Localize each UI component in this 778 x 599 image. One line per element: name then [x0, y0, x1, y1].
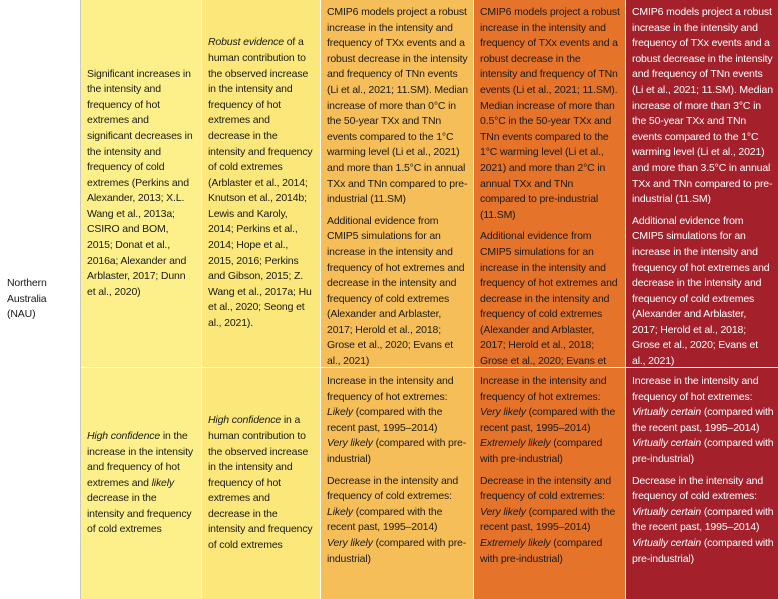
- row2-attribution-cell: [202, 367, 321, 599]
- row1-observed-cell: [81, 0, 202, 367]
- row2-confidence-cell-1: [321, 367, 474, 599]
- hot-extremes-intro: Increase in the intensity and frequency of hot extremes:: [632, 375, 759, 403]
- additional-evidence-text: Additional evidence from CMIP5 simulations for an increase in the intensity and frequency of hot extremes and decrease in the intensity and frequency of cold extremes (Alexander and Arblaster, 2017; Herold et al., 2018; Grose et al., 2020; Evans et al., 2021): [327, 214, 465, 367]
- cold-recent-statement: Likely (compared with the recent past, 1995–2014): [327, 505, 443, 534]
- projection-text: CMIP6 models project a robust increase in the intensity and frequency of TXx events and a robust decrease in the intensity and frequency of TNn events (Li et al., 2021; 11.SM). Median increase of more than 0°C in the 50-year TXx and TNn events compared to the 1°C warming level (Li et al., 2021) and more than 1.5°C in annual TXx and TNn compared to pre-industrial (11.SM): [327, 6, 468, 206]
- cold-recent-statement: Virtually certain (compared with the recent past, 1995–2014): [632, 505, 774, 534]
- cold-extremes-intro: Decrease in the intensity and frequency of cold extremes:: [480, 474, 612, 503]
- hot-recent-statement: Virtually certain (compared with the recent past, 1995–2014): [632, 406, 774, 434]
- hot-recent-statement: Very likely (compared with the recent past, 1995–2014): [480, 406, 616, 434]
- row2-confidence-cell-2: [474, 367, 626, 599]
- row2-attribution-text: High confidence in a human contribution to the observed increase in the intensity and frequency of hot extremes and decrease in the intensity and frequency of cold extremes: [208, 414, 313, 552]
- hot-preindustrial-statement: Virtually certain (compared with pre-industrial): [632, 437, 774, 465]
- row1-projection-cell-2: [474, 0, 626, 367]
- row2-observed-text: High confidence in the increase in the intensity and frequency of hot extremes and likely decrease in the intensity and frequency of cold extremes: [87, 429, 193, 536]
- hot-recent-statement: Likely (compared with the recent past, 1995–2014): [327, 406, 443, 434]
- projection-text: CMIP6 models project a robust increase in the intensity and frequency of TXx events and a robust decrease in the intensity and frequency of TNn events (Li et al., 2021; 11.SM). Median increase of more than 0.5°C in the 50-year TXx and TNn events compared to the 1°C warming level (Li et al., 2021) and more than 2°C in annual TXx and TNn compared to pre-industrial (11.SM): [480, 6, 620, 221]
- projection-text: CMIP6 models project a robust increase in the intensity and frequency of TXx events and a robust decrease in the intensity and frequency of TNn events (Li et al., 2021; 11.SM). Median increase of more than 3°C in the 50-year TXx and TNn events compared to the 1°C warming level (Li et al., 2021) and more than 3.5°C in annual TXx and TNn compared to pre-industrial (11.SM): [632, 6, 773, 206]
- row1-projection-cell-3: [626, 0, 778, 367]
- row1-projection-cell-1: [321, 0, 474, 367]
- region-label: Northern Australia (NAU): [7, 277, 47, 321]
- hot-preindustrial-statement: Very likely (compared with pre-industrial): [327, 437, 467, 465]
- cold-extremes-intro: Decrease in the intensity and frequency of cold extremes:: [632, 474, 764, 503]
- row1-observed-text: Significant increases in the intensity and frequency of hot extremes and significant decreases in the intensity and frequency of cold extremes (Perkins and Alexander, 2013; X.L. Wang et al., 2013a; CSIRO and BOM, 2015; Donat et al., 2016a; Alexander and Arblaster, 2017; Dunn et al., 2020): [87, 67, 193, 298]
- cold-preindustrial-statement: Virtually certain (compared with pre-industrial): [632, 536, 774, 565]
- row1-attribution-text: Robust evidence of a human contribution to the observed increase in the intensity and frequency of hot extremes and decrease in the intensity and frequency of cold extremes (Arblaster et al., 2014; Knutson et al., 2014b; Lewis and Karoly, 2014; Perkins et al., 2014; Hope et al., 2015, 2016; Perkins and Gibson, 2015; Z. Wang et al., 2017a; Hu et al., 2020; Seong et al., 2021).: [208, 36, 313, 330]
- cold-preindustrial-statement: Very likely (compared with pre-industrial): [327, 536, 467, 565]
- region-cell: [0, 0, 81, 599]
- row2-observed-cell: [81, 367, 202, 599]
- row2-confidence-cell-3: [626, 367, 778, 599]
- additional-evidence-text: Additional evidence from CMIP5 simulations for an increase in the intensity and frequency of hot extremes and decrease in the intensity and frequency of cold extremes (Alexander and Arblaster, 2017; Herold et al., 2018; Grose et al., 2020; Evans et al., 2021): [632, 214, 770, 367]
- cold-recent-statement: Very likely (compared with the recent past, 1995–2014): [480, 505, 616, 534]
- cold-extremes-intro: Decrease in the intensity and frequency of cold extremes:: [327, 474, 459, 503]
- additional-evidence-text: Additional evidence from CMIP5 simulations for an increase in the intensity and frequency of hot extremes and decrease in the intensity and frequency of cold extremes (Alexander and Arblaster, 2017; Herold et al., 2018; Grose et al., 2020; Evans et: [480, 230, 618, 367]
- hot-extremes-intro: Increase in the intensity and frequency of hot extremes:: [480, 375, 607, 403]
- row1-attribution-cell: [202, 0, 321, 367]
- hot-extremes-intro: Increase in the intensity and frequency of hot extremes:: [327, 375, 454, 403]
- cold-preindustrial-statement: Extremely likely (compared with pre-industrial): [480, 536, 603, 565]
- hot-preindustrial-statement: Extremely likely (compared with pre-industrial): [480, 437, 603, 465]
